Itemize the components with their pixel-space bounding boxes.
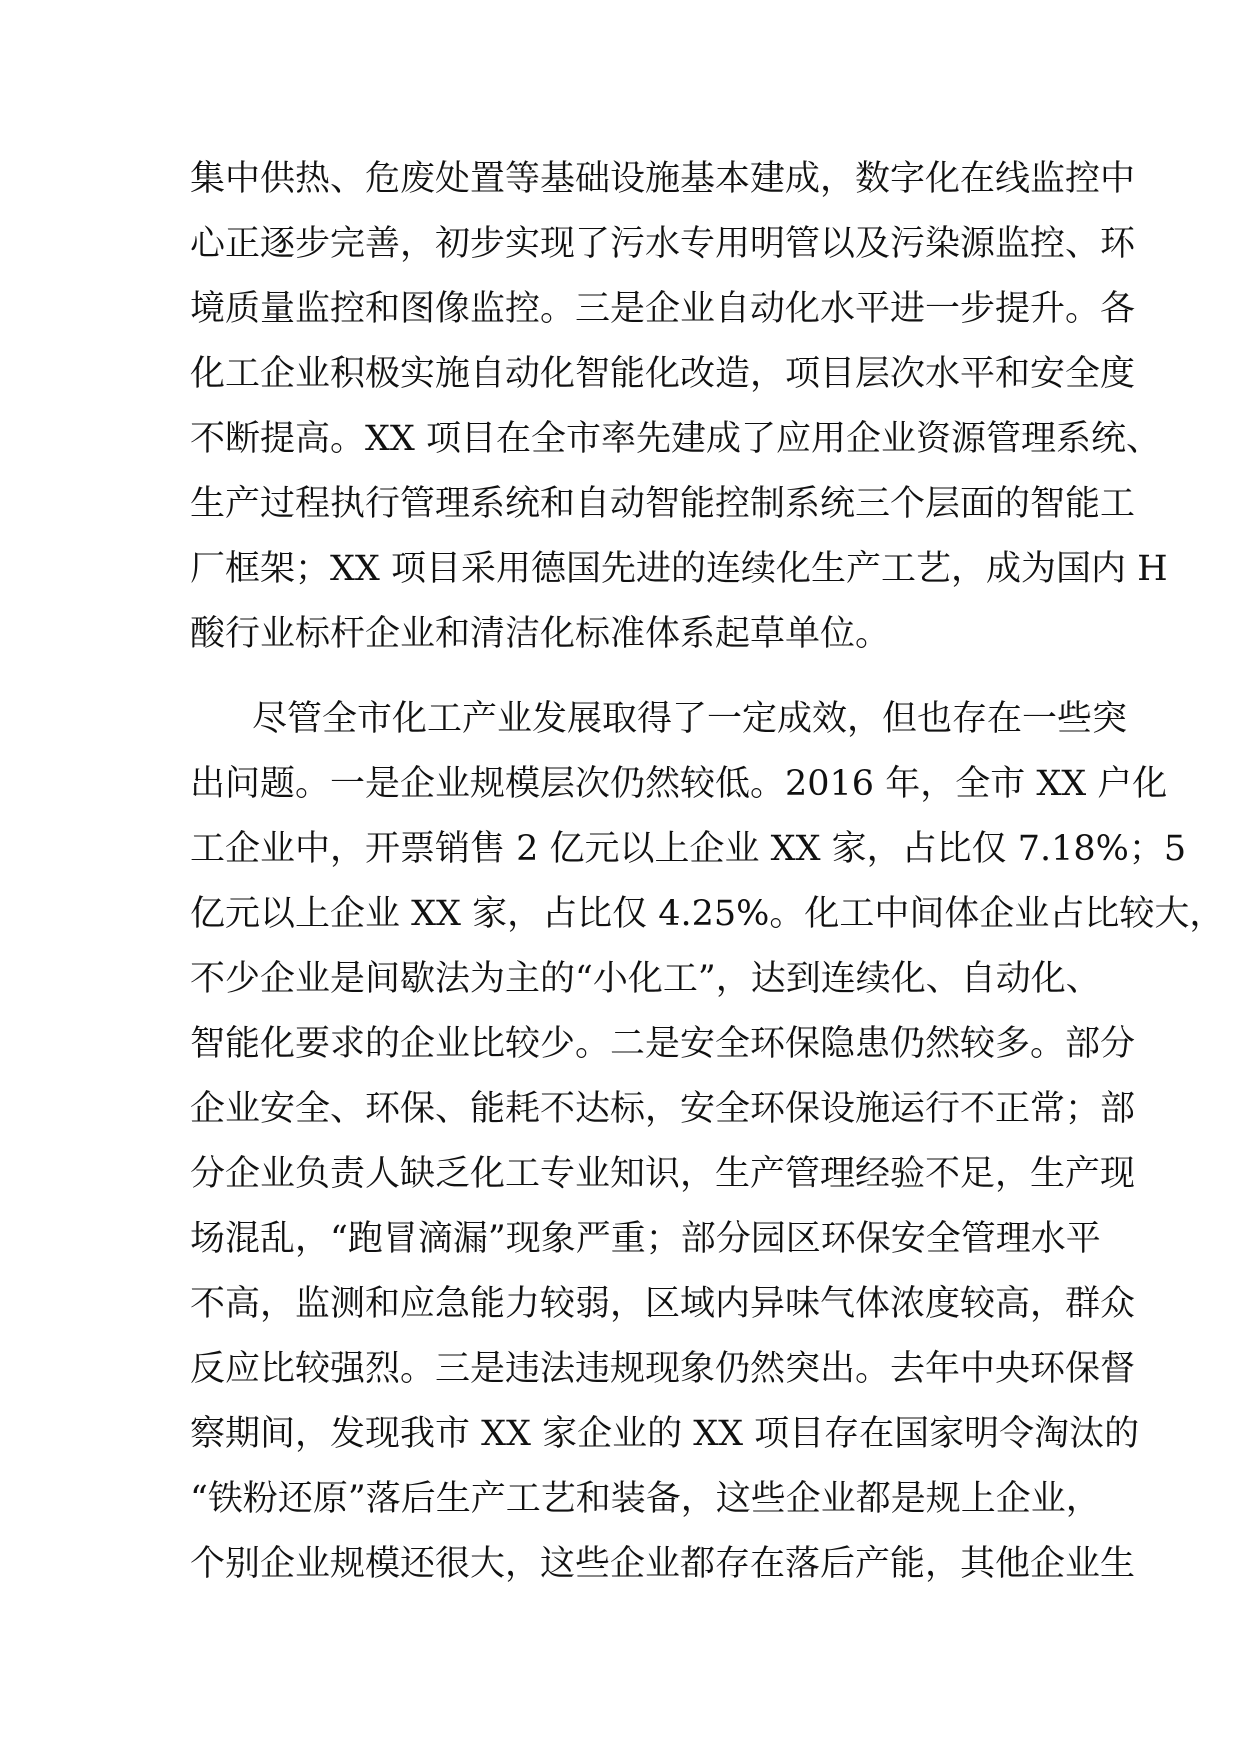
- text-line: 集中供热、危废处置等基础设施基本建成，数字化在线监控中: [190, 159, 1136, 199]
- text-line: 化工企业积极实施自动化智能化改造，项目层次水平和安全度: [190, 354, 1136, 394]
- text-line: 工企业中，开票销售 2 亿元以上企业 XX 家，占比仅 7.18%；5: [190, 829, 1187, 869]
- text-line: 厂框架；XX 项目采用德国先进的连续化生产工艺，成为国内 H: [190, 549, 1168, 589]
- text-line: 分企业负责人缺乏化工专业知识，生产管理经验不足，生产现: [190, 1154, 1136, 1194]
- text-line: 心正逐步完善，初步实现了污水专用明管以及污染源监控、环: [190, 224, 1136, 264]
- paragraph-first-line: 尽管全市化工产业发展取得了一定成效，但也存在一些突: [252, 699, 1128, 739]
- text-line: 境质量监控和图像监控。三是企业自动化水平进一步提升。各: [190, 289, 1136, 329]
- text-line: 出问题。一是企业规模层次仍然较低。2016 年，全市 XX 户化: [190, 764, 1168, 804]
- text-line: 不断提高。XX 项目在全市率先建成了应用企业资源管理系统、: [190, 419, 1161, 459]
- text-line: 生产过程执行管理系统和自动智能控制系统三个层面的智能工: [190, 484, 1136, 524]
- text-line: 不少企业是间歇法为主的“小化工”，达到连续化、自动化、: [190, 959, 1101, 999]
- text-line: “铁粉还原”落后生产工艺和装备，这些企业都是规上企业，: [190, 1479, 1101, 1519]
- text-line: 智能化要求的企业比较少。二是安全环保隐患仍然较多。部分: [190, 1024, 1136, 1064]
- text-line: 场混乱，“跑冒滴漏”现象严重；部分园区环保安全管理水平: [190, 1219, 1101, 1259]
- text-line: 不高，监测和应急能力较弱，区域内异味气体浓度较高，群众: [190, 1284, 1136, 1324]
- text-line: 酸行业标杆企业和清洁化标准体系起草单位。: [190, 614, 891, 654]
- text-line: 企业安全、环保、能耗不达标，安全环保设施运行不正常；部: [190, 1089, 1136, 1129]
- text-line: 亿元以上企业 XX 家，占比仅 4.25%。化工中间体企业占比较大，: [190, 894, 1225, 934]
- text-line: 反应比较强烈。三是违法违规现象仍然突出。去年中央环保督: [190, 1349, 1136, 1389]
- text-line: 个别企业规模还很大，这些企业都存在落后产能，其他企业生: [190, 1544, 1136, 1584]
- text-line: 察期间，发现我市 XX 家企业的 XX 项目存在国家明令淘汰的: [190, 1414, 1140, 1454]
